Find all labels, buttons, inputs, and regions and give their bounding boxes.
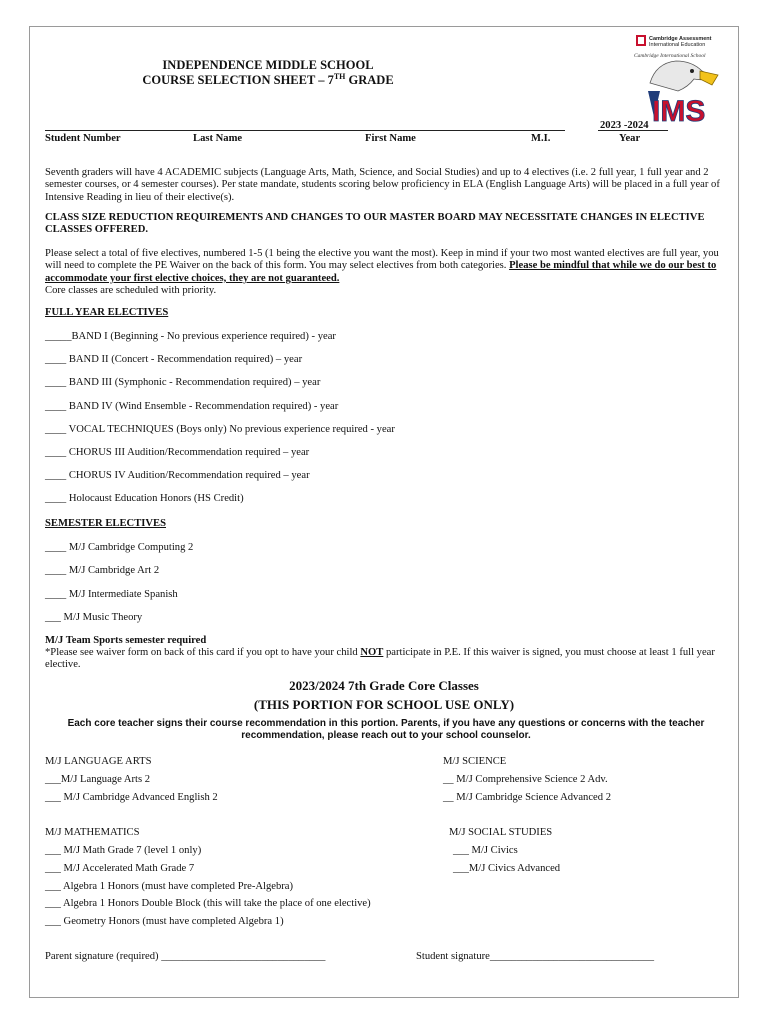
eagle-logo-icon (630, 33, 730, 123)
science-item[interactable]: __ M/J Comprehensive Science 2 Adv. (443, 774, 608, 785)
math-item[interactable]: ___ M/J Accelerated Math Grade 7 (45, 863, 195, 874)
label-year: Year (619, 133, 641, 144)
core-subtitle: (THIS PORTION FOR SCHOOL USE ONLY) (253, 697, 515, 712)
student-signature-field[interactable]: Student signature_______________________________ (416, 951, 655, 962)
la-item[interactable]: ___ M/J Cambridge Advanced English 2 (45, 792, 218, 803)
intro-paragraph: Seventh graders will have 4 ACADEMIC subjects (Language Arts, Math, Science, and Social Studies) and up to 4 electives (i.e. 2 full year, 1 full year and 2 semester courses, or 4 semester courses). Per state mandate, students scoring below proficiency in ELA (English Language Arts) will be placed in a full year of Intensive Reading in lieu of their elective(s). (45, 167, 720, 203)
full-year-item[interactable]: ____ Holocaust Education Honors (HS Credit) (45, 493, 244, 504)
math-item[interactable]: ___ Geometry Honors (must have completed Algebra 1) (45, 916, 284, 927)
team-sports-heading: M/J Team Sports semester required (45, 635, 207, 646)
math-item[interactable]: ___ Algebra 1 Honors Double Block (this will take the place of one elective) (45, 898, 371, 909)
instructions-emphasis: Please be mindful that while we do our best to accommodate your first elective choices, they are not guaranteed. (45, 260, 717, 284)
logo-monogram: IMS (652, 95, 706, 123)
sheet-title: COURSE SELECTION SHEET – 7TH GRADE (142, 72, 394, 88)
social-studies-item[interactable]: ___M/J Civics Advanced (453, 863, 561, 874)
la-heading: M/J LANGUAGE ARTS (45, 756, 152, 767)
core-note: Each core teacher signs their course recommendation in this portion. Parents, if you have any questions or concerns with the teacher recommendation, please reach out to your school counselor. (67, 718, 705, 742)
label-mi: M.I. (531, 133, 551, 144)
semester-item[interactable]: ____ M/J Intermediate Spanish (45, 589, 178, 600)
label-first-name: First Name (365, 133, 416, 144)
label-last-name: Last Name (193, 133, 243, 144)
instructions-paragraph: Please select a total of five electives, numbered 1-5 (1 being the elective you want the most). Keep in mind if your two most wanted electives are full year, you will need to complete the PE Waiver on the back of this form. You may select electives from both categories. Please be mindful that while we do our best to accommodate your first elective choices, they are not guaranteed. Core classes are scheduled with priority. (45, 248, 719, 297)
logo-tagline: Cambridge International School (634, 53, 706, 59)
logo-org-line1: Cambridge Assessment (649, 36, 712, 42)
full-year-item[interactable]: ____ BAND IV (Wind Ensemble - Recommendation required) - year (45, 401, 339, 412)
full-year-heading: FULL YEAR ELECTIVES (45, 307, 169, 318)
full-year-item[interactable]: ____ CHORUS IV Audition/Recommendation required – year (45, 470, 310, 481)
full-year-item[interactable]: ____ BAND II (Concert - Recommendation required) – year (45, 354, 303, 365)
la-item[interactable]: ___M/J Language Arts 2 (45, 774, 151, 785)
science-heading: M/J SCIENCE (443, 756, 507, 767)
full-year-item[interactable]: ____ VOCAL TECHNIQUES (Boys only) No previous experience required - year (45, 424, 395, 435)
semester-item[interactable]: ____ M/J Cambridge Art 2 (45, 565, 160, 576)
core-title: 2023/2024 7th Grade Core Classes (289, 678, 479, 693)
school-year: 2023 -2024 (600, 120, 649, 131)
team-sports-note: *Please see waiver form on back of this card if you opt to have your child NOT participate in P.E. If this waiver is signed, you must choose at least 1 full year elective. (45, 647, 715, 671)
school-logo (630, 33, 730, 123)
social-studies-heading: M/J SOCIAL STUDIES (449, 827, 553, 838)
math-item[interactable]: ___ Algebra 1 Honors (must have completed Pre-Algebra) (45, 881, 294, 892)
social-studies-item[interactable]: ___ M/J Civics (453, 845, 518, 856)
parent-signature-field[interactable]: Parent signature (required) _______________________________ (45, 951, 326, 962)
logo-org-line2: International Education (649, 42, 706, 48)
math-item[interactable]: ___ M/J Math Grade 7 (level 1 only) (45, 845, 202, 856)
semester-item[interactable]: ____ M/J Cambridge Computing 2 (45, 542, 194, 553)
student-info-line[interactable] (45, 130, 565, 131)
school-name: INDEPENDENCE MIDDLE SCHOOL (162, 58, 374, 72)
label-student-number: Student Number (45, 133, 121, 144)
warning-paragraph: CLASS SIZE REDUCTION REQUIREMENTS AND CHANGES TO OUR MASTER BOARD MAY NECESSITATE CHANGES IN ELECTIVE CLASSES OFFERED. (45, 212, 705, 236)
semester-heading: SEMESTER ELECTIVES (45, 518, 166, 529)
full-year-item[interactable]: _____BAND I (Beginning - No previous experience required) - year (45, 331, 336, 342)
science-item[interactable]: __ M/J Cambridge Science Advanced 2 (443, 792, 611, 803)
full-year-item[interactable]: ____ CHORUS III Audition/Recommendation required – year (45, 447, 310, 458)
semester-item[interactable]: ___ M/J Music Theory (45, 612, 143, 623)
full-year-item[interactable]: ____ BAND III (Symphonic - Recommendation required) – year (45, 377, 321, 388)
math-heading: M/J MATHEMATICS (45, 827, 140, 838)
